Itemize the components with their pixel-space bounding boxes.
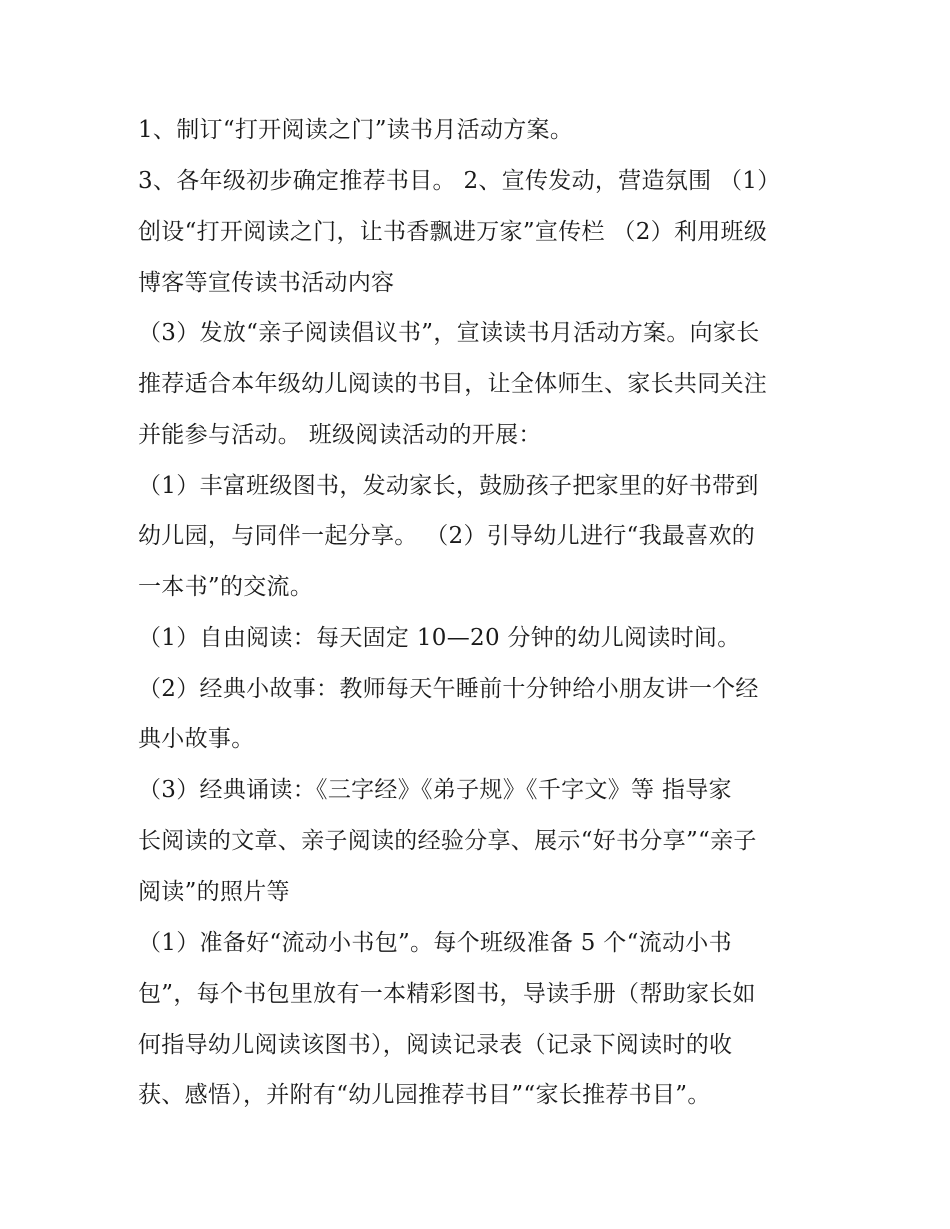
text-line: 长阅读的文章、亲子阅读的经验分享、展示“好书分享”“亲子 [138, 828, 757, 854]
text-line: （1）准备好“流动小书包”。每个班级准备 5 个“流动小书 [138, 930, 732, 956]
text-line: 3、各年级初步确定推荐书目。 2、宣传发动，营造氛围 （1） [138, 168, 781, 194]
text-line: （3）经典诵读：《三字经》《弟子规》《千字文》等 指导家 [138, 777, 732, 803]
text-line: 创设“打开阅读之门，让书香飘进万家”宣传栏 （2）利用班级 [138, 219, 768, 245]
text-line: （1）丰富班级图书，发动家长，鼓励孩子把家里的好书带到 [138, 473, 759, 499]
text-line: （1）自由阅读：每天固定 10—20 分钟的幼儿阅读时间。 [138, 625, 741, 651]
text-line: 一本书”的交流。 [138, 574, 314, 600]
text-line: 何指导幼儿阅读该图书），阅读记录表（记录下阅读时的收 [138, 1032, 733, 1058]
text-line: 获、感悟），并附有“幼儿园推荐书目”“家长推荐书目”。 [138, 1082, 711, 1108]
text-line: （3）发放“亲子阅读倡议书”，宣读读书月活动方案。向家长 [138, 320, 760, 346]
text-line: 并能参与活动。 班级阅读活动的开展： [138, 422, 542, 448]
text-line: 推荐适合本年级幼儿阅读的书目，让全体师生、家长共同关注 [138, 371, 768, 397]
text-line: 博客等宣传读书活动内容 [138, 270, 395, 296]
text-line: 1、制订“打开阅读之门”读书月活动方案。 [138, 117, 574, 143]
text-line: 幼儿园，与同伴一起分享。 （2）引导幼儿进行“我最喜欢的 [138, 523, 756, 549]
text-line: 典小故事。 [138, 726, 255, 752]
text-line: （2）经典小故事：教师每天午睡前十分钟给小朋友讲一个经 [138, 676, 759, 702]
text-line: 包”，每个书包里放有一本精彩图书，导读手册（帮助家长如 [138, 981, 756, 1007]
text-line: 阅读”的照片等 [138, 879, 290, 905]
